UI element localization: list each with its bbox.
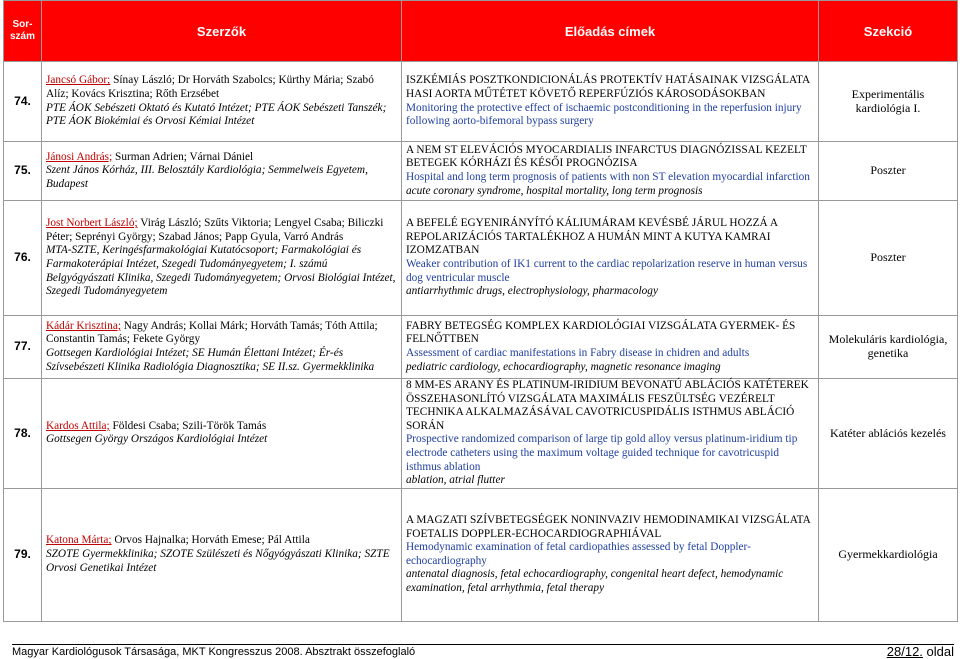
authors-cell [42,201,402,316]
header-number: Sor- szám [4,1,42,62]
footer-congress: Magyar Kardiológusok Társasága, MKT Kongresszus 2008. Absztrakt összefoglaló [12,646,416,658]
presenting-author: Katona Márta; [46,534,112,547]
title-english: Hemodynamic examination of fetal cardiopathies assessed by fetal Doppler-echocardiography [406,541,751,567]
institution: Gottsegen Kardiológiai Intézet; SE Humán Élettani Intézet; Ér-és Szívsebészeti Klinika Radiológia Diagnosztika; SE II.sz. Gyermekklinika [46,347,375,373]
institution: SZOTE Gyermekklinika; SZOTE Szülészeti és Nőgyógyászati Klinika; SZTE Orvosi Genetikai Intézet [46,547,390,574]
section-cell: Poszter [819,142,958,201]
presenting-author: Kádár Krisztina; [46,319,121,332]
table-row [4,316,958,379]
presenting-author: Jancsó Gábor; [46,74,111,87]
authors-cell [42,379,402,489]
row-number: 79. [4,488,42,621]
section-cell: Poszter [819,201,958,316]
section-cell: Katéter ablációs kezelés [819,379,958,489]
row-number: 77. [4,316,42,379]
coauthors: Nagy András; Kollai Márk; Horváth Tamás; Tóth Attila; Constantin Tamás; Fekete György [46,319,378,346]
title-cell [402,62,819,142]
row-number: 78. [4,379,42,489]
title-hungarian: A BEFELÉ EGYENIRÁNYÍTÓ KÁLIUMÁRAM KEVÉSBÉ JÁRUL HOZZÁ A REPOLARIZÁCIÓS TARTALÉKHOZ A HUMÁN MINT A KUTYA KAMRAI IZOMZATBAN [406,217,778,257]
table-body [4,62,958,622]
title-cell [402,142,819,201]
header-titles: Előadás címek [402,1,819,62]
coauthors: Sínay László; Dr Horváth Szabolcs; Kürthy Mária; Szabó Alíz; Kovács Krisztina; Rőth Erzsébet [46,74,374,100]
title-english: Prospective randomized comparison of large tip gold alloy versus platinum-iridium tip electrode catheters using the maximum voltage guided technique for cavotricuspid isthmus ablation [406,433,798,473]
institution: Szent János Kórház, III. Belosztály Kardiológia; Semmelweis Egyetem, Budapest [46,164,368,190]
authors-cell [42,62,402,142]
presenting-author: Kardos Attila; [46,419,110,432]
title-english: Assessment of cardiac manifestations in Fabry disease in chidren and adults [406,347,750,359]
presenting-author: Jánosi András; [46,150,113,163]
table-row [4,62,958,142]
coauthors: Orvos Hajnalka; Horváth Emese; Pál Attila [111,534,310,547]
title-cell [402,316,819,379]
page-footer [12,644,954,659]
section-cell: Experimentális kardiológia I. [819,62,958,142]
keywords: antenatal diagnosis, fetal echocardiography, congenital heart defect, hemodynamic examination, fetal arrhythmia, fetal therapy [406,568,784,594]
title-hungarian: A MAGZATI SZÍVBETEGSÉGEK NONINVAZIV HEMODINAMIKAI VIZSGÁLATA FOETALIS DOPPLER-ECHOCARDIOGRAPHIÁVAL [406,513,811,540]
coauthors: Virág László; Szűts Viktoria; Lengyel Csaba; Biliczki Péter; Seprényi György; Szabad János; Papp Gyula, Varró András [46,217,384,243]
keywords: ablation, atrial flutter [406,474,505,487]
institution: PTE ÁOK Sebészeti Oktató és Kutató Intézet; PTE ÁOK Sebészeti Tanszék; PTE ÁOK Biokémiai és Orvosi Kémiai Intézet [46,101,387,128]
keywords: acute coronary syndrome, hospital mortality, long term prognosis [406,184,703,197]
presenting-author: Jost Norbert László; [46,217,138,230]
row-number: 76. [4,201,42,316]
header-section: Szekció [819,1,958,62]
coauthors: Surman Adrien; Várnai Dániel [112,150,254,163]
authors-cell [42,142,402,201]
title-english: Hospital and long term prognosis of patients with non ST elevation myocardial infarction [406,171,810,183]
title-hungarian: ISZKÉMIÁS POSZTKONDICIONÁLÁS PROTEKTÍV HATÁSAINAK VIZSGÁLATA HASI AORTA MŰTÉTET KÖVETŐ REPERFÚZIÓS KÁROSODÁSOKBAN [406,74,810,100]
title-english: Weaker contribution of IK1 current to the cardiac repolarization reserve in human versus dog ventricular muscle [406,258,808,284]
section-cell: Gyermekkardiológia [819,488,958,621]
table-header-row [4,1,958,62]
title-hungarian: A NEM ST ELEVÁCIÓS MYOCARDIALIS INFARCTUS DIAGNÓZISSAL KEZELT BETEGEK KÓRHÁZI ÉS KÉSŐI PROGNÓZISA [406,143,807,170]
title-hungarian: FABRY BETEGSÉG KOMPLEX KARDIOLÓGIAI VIZSGÁLATA GYERMEK- ÉS FELNŐTTBEN [406,319,796,346]
footer-page-number: 28/12. oldal [886,644,954,659]
footer-rule [12,644,954,645]
institution: MTA-SZTE, Keringésfarmakológiai Kutatócsoport; Farmakológiai és Farmakoterápiai Intézet, Szegedi Tudományegyetem; I. számú Belgyógyászati Klinika, Szegedi Tudományegyetem; Orvosi Biológiai Intézet, Szegedi Tudományegyetem [46,244,396,298]
title-cell [402,379,819,489]
institution: Gottsegen György Országos Kardiológiai Intézet [46,433,268,446]
row-number: 74. [4,62,42,142]
title-cell [402,488,819,621]
title-cell [402,201,819,316]
section-cell: Molekuláris kardiológia, genetika [819,316,958,379]
title-english: Monitoring the protective effect of ischaemic postconditioning in the reperfusion injury following aorto-bifemoral bypass surgery [406,101,802,128]
table-row [4,201,958,316]
title-hungarian: 8 MM-ES ARANY ÉS PLATINUM-IRIDIUM BEVONATÚ ABLÁCIÓS KATÉTEREK ÖSSZEHASONLÍTÓ VIZSGÁLATA MAXIMÁLIS FESZÜLTSÉG VEZÉRELT TECHNIKA ALKALMAZÁSÁVAL CAVOTRICUSPIDÁLIS ISTHMUS ABLÁCIÓ SORÁN [406,379,809,432]
header-authors: Szerzők [42,1,402,62]
authors-cell [42,316,402,379]
program-table [3,0,958,622]
row-number: 75. [4,142,42,201]
table-row [4,142,958,201]
keywords: antiarrhythmic drugs, electrophysiology, pharmacology [406,285,658,298]
authors-cell [42,488,402,621]
coauthors: Földesi Csaba; Szili-Török Tamás [109,419,267,432]
keywords: pediatric cardiology, echocardiography, magnetic resonance imaging [406,360,721,373]
table-row [4,488,958,621]
table-row [4,379,958,489]
